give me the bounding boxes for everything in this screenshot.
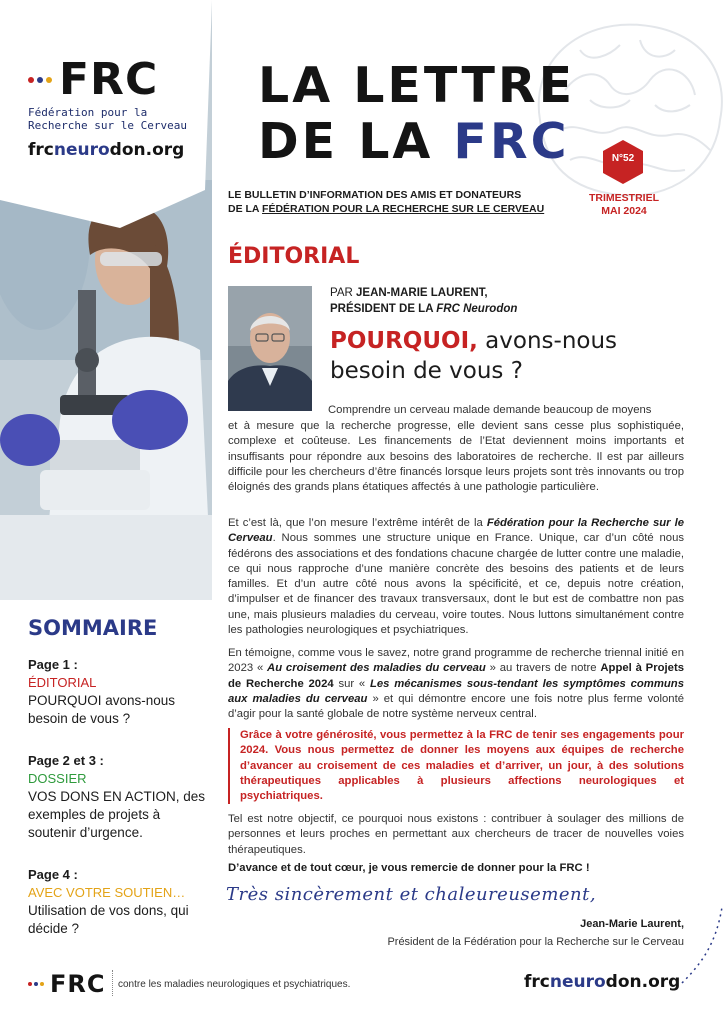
toc-page: Page 1 : xyxy=(28,657,78,672)
editorial-byline xyxy=(330,285,517,317)
role-prefix: PRÉSIDENT DE LA xyxy=(330,303,437,315)
byline-role xyxy=(330,301,517,317)
callout-text: Grâce à votre générosité, vous permettez à la FRC de tenir ses engagements pour 2024. Vous nous permettez de donner les moyens aux équipes de recherche d’avancer au croisement de ces maladies et d’arriver, un jour, à des solutions thérapeutiques applicables à plusieurs affections neurologiques et psychiatriques. xyxy=(240,729,684,803)
subtitle-line-2 xyxy=(228,202,558,216)
sommaire-title: SOMMAIRE xyxy=(28,616,158,640)
toc-item[interactable] xyxy=(28,752,208,842)
url-part: frc xyxy=(524,972,550,992)
title-line-2 xyxy=(258,114,575,170)
url-part: don.org xyxy=(605,972,681,992)
editorial-title-line-1 xyxy=(330,326,617,356)
title-frc: FRC xyxy=(453,113,570,170)
toc-item[interactable] xyxy=(28,656,208,728)
text-run-emphasis: Au croisement des maladies du cerveau xyxy=(267,662,486,675)
logo-dots xyxy=(28,77,52,83)
author-name: JEAN-MARIE LAURENT, xyxy=(356,287,488,299)
editorial-title xyxy=(330,326,617,386)
text-run: » au travers de notre xyxy=(485,662,601,675)
title-line-1: LA LETTRE xyxy=(258,57,576,114)
issue-frequency: TRIMESTRIEL xyxy=(589,192,659,204)
paragraph-5: D’avance et de tout cœur, je vous remercie de donner pour la FRC ! xyxy=(228,862,590,874)
text-run: Et c’est là, que l’on mesure l’extrême intérêt de la xyxy=(228,517,487,529)
editorial-heading: ÉDITORIAL xyxy=(228,244,360,269)
signature-role: Président de la Fédération pour la Recherche sur le Cerveau xyxy=(387,936,684,948)
toc-page: Page 2 et 3 : xyxy=(28,753,104,768)
text-run-emphasis: Fédération pour la Recherche sur le Cerveau xyxy=(228,517,684,545)
paragraph-1-first-line: Comprendre un cerveau malade demande beaucoup de moyens xyxy=(328,404,652,416)
paragraph-1: et à mesure que la recherche progresse, elle devient sans cesse plus sophistiquée, complexe et coûteuse. Les financements de l’Etat deviennent moins importants et insuffisants pour répondre aux besoins des laboratoires de recherche. Il est par ailleurs difficile pour les chercheurs d’être financés lorsque leurs projets sont très innovants ou trop éloignés des grands plans étatiques affectés à une pathologie particulière. xyxy=(228,420,684,494)
toc-section: DOSSIER xyxy=(28,771,87,786)
issue-meta xyxy=(580,192,668,218)
text-run: . Nous sommes une structure unique en France. Unique, car d’un côté nous fédérons des associations et des fondations chacune chargée de lutter contre une maladie, ce qui nous rapproche d’une manière concrète des besoins des patients et de leurs familles. Et d’un autre côté nous avons la spécificité, et ce, depuis notre création, d’impulser et de financer des travaux transversaux, dont le but est de combattre non pas une, mais plusieurs maladies du cerveau, voire toutes. Nous luttons simultanément contre les pathologies neurologiques et psychiatriques. xyxy=(228,532,684,637)
toc-description: POURQUOI avons-nous besoin de vous ? xyxy=(28,693,176,726)
title-part: avons-nous xyxy=(477,328,618,354)
byline-prefix: PAR xyxy=(330,287,356,299)
toc-item[interactable] xyxy=(28,866,208,938)
dot-red xyxy=(28,77,34,83)
author-portrait xyxy=(228,286,312,411)
paragraph-2 xyxy=(228,516,684,638)
signature-name: Jean-Marie Laurent, xyxy=(580,918,684,930)
frc-logo xyxy=(28,54,159,105)
donation-callout xyxy=(228,728,684,804)
logo-name: FRC xyxy=(59,54,159,105)
toc-description: VOS DONS EN ACTION, des exemples de projets à soutenir d’urgence. xyxy=(28,789,206,840)
dot-orange xyxy=(46,77,52,83)
url-part: don.org xyxy=(109,140,185,160)
issue-date: MAI 2024 xyxy=(601,205,647,217)
newsletter-subtitle xyxy=(228,188,558,216)
url-part: frc xyxy=(28,140,54,160)
text-run: En témoigne, comme vous le savez, notre grand programme de recherche triennal initié en 2023 « xyxy=(228,647,684,675)
subtitle-org: FÉDÉRATION POUR LA RECHERCHE SUR LE CERVEAU xyxy=(262,203,545,215)
toc-section: ÉDITORIAL xyxy=(28,675,97,690)
editorial-title-line-2: besoin de vous ? xyxy=(330,358,523,384)
decorative-dotted-curve xyxy=(680,905,724,985)
newsletter-title xyxy=(258,58,575,170)
toc-page: Page 4 : xyxy=(28,867,78,882)
dot-orange xyxy=(40,982,44,986)
subtitle-part: DE LA xyxy=(228,203,263,215)
toc-section: AVEC VOTRE SOUTIEN… xyxy=(28,885,186,900)
dot-blue xyxy=(34,982,38,986)
footer-logo-name: FRC xyxy=(50,970,106,998)
footer-divider xyxy=(112,970,113,996)
text-run: » et qui démontre encore une fois notre plus ferme volonté d’agir pour la santé globale de notre système nerveux central. xyxy=(228,692,684,721)
logo-subtitle: Fédération pour la Recherche sur le Cerveau xyxy=(28,106,187,132)
title-highlight: POURQUOI, xyxy=(330,328,478,354)
text-run: sur « xyxy=(333,677,370,690)
paragraph-3 xyxy=(228,646,684,722)
handwritten-signature-line: Très sincèrement et chaleureusement, xyxy=(226,884,597,905)
dot-red xyxy=(28,982,32,986)
logo-url[interactable] xyxy=(28,140,184,160)
footer-tagline: contre les maladies neurologiques et psychiatriques. xyxy=(118,979,351,990)
dot-blue xyxy=(37,77,43,83)
role-org: FRC Neurodon xyxy=(436,303,518,315)
toc-description: Utilisation de vos dons, qui décide ? xyxy=(28,903,189,936)
text-run-bold: Appel à Projets de Recherche 2024 xyxy=(228,662,684,690)
footer-logo-dots xyxy=(28,982,44,986)
footer-logo xyxy=(28,972,106,996)
footer-url[interactable] xyxy=(524,972,680,992)
url-part-highlight: neuro xyxy=(549,972,606,992)
title-part: DE LA xyxy=(258,113,454,170)
text-run-emphasis: Les mécanismes sous-tendant les symptômes communs aux maladies du cerveau xyxy=(228,677,684,705)
subtitle-line-1: LE BULLETIN D’INFORMATION DES AMIS ET DONATEURS xyxy=(228,189,522,201)
paragraph-4: Tel est notre objectif, ce pourquoi nous existons : contribuer à soulager des millions de personnes et leurs proches en permettant aux chercheurs de tracer de nouvelles voies thérapeutiques. xyxy=(228,813,684,856)
url-part-highlight: neuro xyxy=(53,140,110,160)
issue-number: N°52 xyxy=(611,153,635,164)
byline-author xyxy=(330,285,517,301)
